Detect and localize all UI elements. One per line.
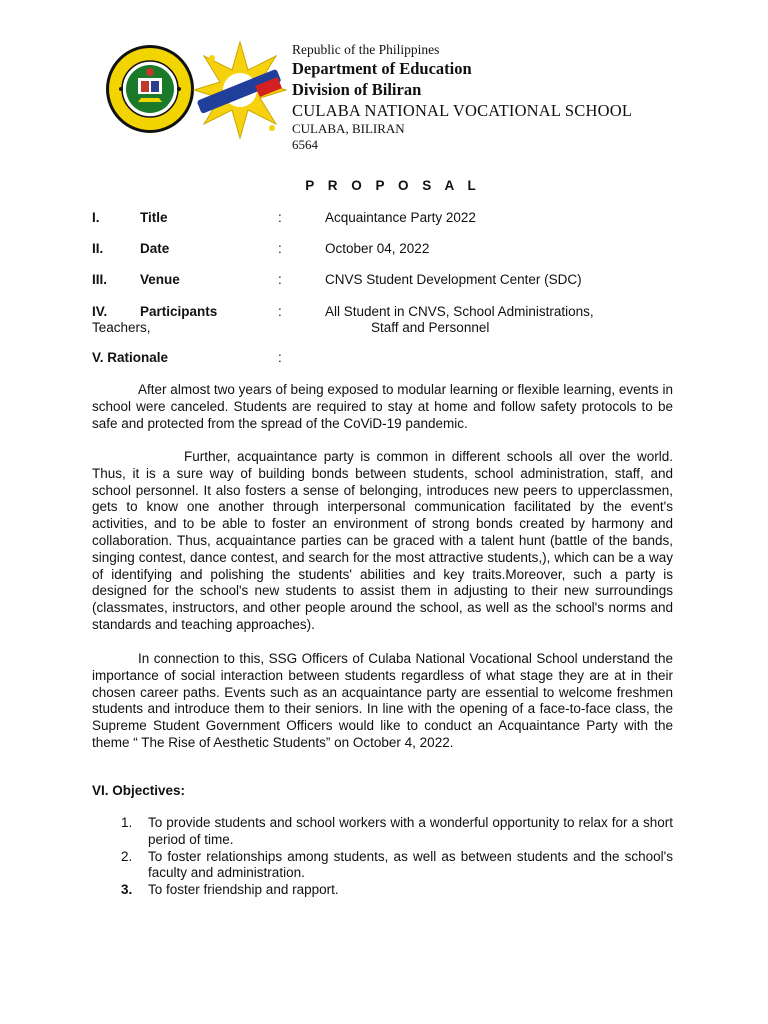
proposal-title: P R O P O S A L: [305, 178, 481, 193]
row-number: III.: [92, 272, 108, 287]
row-colon: :: [278, 210, 282, 225]
row-label: Date: [140, 241, 170, 256]
rationale-paragraph: In connection to this, SSG Officers of Culaba National Vocational School understand the importance of social interaction between students regardless of what stage they are at in their chosen career paths. Events such as an acquaintance party are essential to welcome freshmen students and introduce them to their seniors. In line with the opening of a face-to-face class, the Supreme Student Government Officers would like to conduct an Acquaintance Party with the theme “ The Rise of Aesthetic Students” on October 4, 2022.: [92, 651, 673, 750]
row-value: October 04, 2022: [325, 241, 430, 256]
participants-continuation-left: Teachers,: [92, 320, 151, 335]
zip-code: 6564: [292, 137, 318, 152]
row-value: All Student in CNVS, School Administrations,: [325, 304, 594, 319]
objectives-list: [92, 815, 673, 899]
division-line: Division of Biliran: [292, 80, 422, 99]
objective-number: 3.: [121, 882, 133, 898]
row-value: Acquaintance Party 2022: [325, 210, 476, 225]
objective-text: To provide students and school workers with a wonderful opportunity to relax for a short period of time.: [148, 815, 673, 847]
row-number: I.: [92, 210, 100, 225]
rationale-colon: :: [278, 350, 282, 365]
row-label: Participants: [140, 304, 218, 319]
objective-number: 1.: [121, 815, 133, 830]
row-colon: :: [278, 241, 282, 256]
row-label: Venue: [140, 272, 180, 287]
row-colon: :: [278, 304, 282, 319]
school-seal-logo: [105, 44, 195, 134]
rationale-paragraph: Further, acquaintance party is common in different schools all over the world. Thus, it is a sure way of building bonds between students, school administration, staff, and school personnel. It also fosters a sense of belonging, introduces new peers to upperclassmen, gets to know one another through interpersonal communication facilitated by the event's activities, and to be able to foster an environment of strong bonds created by harmony and collaboration. Thus, acquaintance parties can be graced with a talent hunt (battle of the bands, singing contest, dance contest, and search for the most attractive students,), which can be a way of identifying and polishing the students' abilities and key traits.Moreover, such a party is designed for the school's new students to assist them in adjusting to their new surroundings (classmates, instructors, and other people around the school, as well as the school's norms and standards and teaching approaches).: [92, 449, 673, 632]
rationale-paragraph: After almost two years of being exposed to modular learning or flexible learning, events in school were canceled. Students are required to stay at home and follow safety protocols to be safe and protected from the spread of the CoViD-19 pandemic.: [92, 382, 673, 431]
row-number: IV.: [92, 304, 108, 319]
row-label: Title: [140, 210, 168, 225]
objective-text: To foster relationships among students, as well as between students and the school's faculty and administration.: [148, 848, 673, 881]
school-name: CULABA NATIONAL VOCATIONAL SCHOOL: [292, 101, 633, 120]
address-line: CULABA, BILIRAN: [292, 121, 405, 136]
objective-number: 2.: [121, 848, 133, 864]
row-colon: :: [278, 272, 282, 287]
row-value: CNVS Student Development Center (SDC): [325, 272, 582, 287]
participants-continuation-right: Staff and Personnel: [371, 320, 490, 335]
objectives-heading: VI. Objectives:: [92, 783, 186, 798]
objective-text: To foster friendship and rapport.: [148, 882, 339, 898]
letterhead: [292, 42, 632, 153]
rationale-heading: V. Rationale: [92, 350, 169, 365]
objective-item: [92, 849, 673, 883]
republic-line: Republic of the Philippines: [292, 42, 440, 57]
objective-item: [92, 815, 673, 849]
ssg-logo: [192, 40, 288, 140]
row-number: II.: [92, 241, 104, 256]
department-line: Department of Education: [292, 59, 472, 78]
objective-item: [92, 882, 673, 899]
